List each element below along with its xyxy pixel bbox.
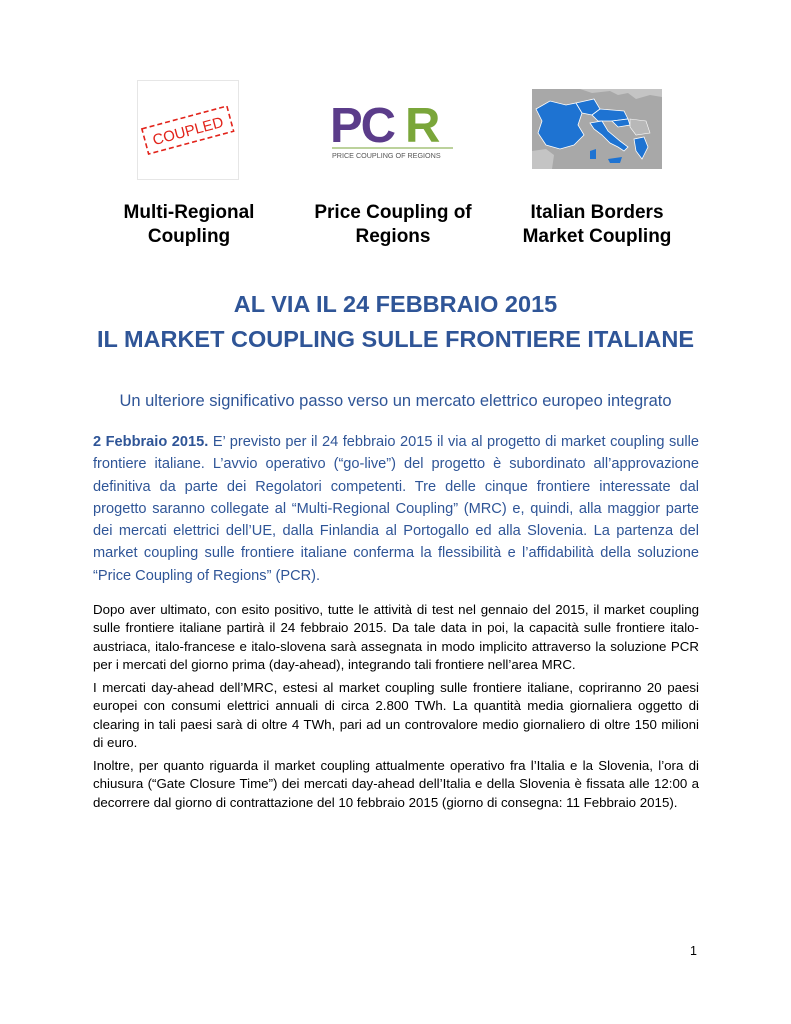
caption-line: Market Coupling (522, 226, 672, 247)
mrc-coupled-logo (137, 80, 239, 180)
caption-price-coupling-of-regions (298, 201, 488, 249)
caption-multi-regional-coupling (94, 201, 284, 249)
pcr-logo (330, 100, 455, 162)
intro-paragraph (93, 431, 699, 587)
page-number: 1 (690, 944, 697, 958)
headline-line-1: AL VIA IL 24 FEBBRAIO 2015 (233, 291, 558, 317)
caption-line: Price Coupling of (314, 202, 472, 223)
logo-row (0, 78, 791, 178)
subtitle: Un ulteriore significativo passo verso un mercato elettrico europeo integrato (119, 392, 672, 410)
caption-line: Italian Borders (530, 202, 664, 223)
coupled-stamp-text: COUPLED (150, 113, 226, 150)
pcr-tagline: PRICE COUPLING OF REGIONS (332, 151, 441, 160)
europe-map-icon (532, 89, 662, 169)
caption-italian-borders-market-coupling (502, 201, 692, 249)
caption-line: Multi-Regional (123, 202, 255, 223)
caption-line: Regions (355, 226, 431, 247)
body-paragraph: Inoltre, per quanto riguarda il market coupling attualmente operativo fra l’Italia e la Slovenia, l’ora di chiusura (“Gate Closure Time”) dei mercati day-ahead dell’Italia e della Slovenia è fissata alle 12:00 a decorrere dal giorno di contrattazione del 10 febbraio 2015 (giorno di consegna: 11 Febbraio 2015). (93, 758, 699, 810)
body-paragraph: Dopo aver ultimato, con esito positivo, tutte le attività di test nel gennaio del 2015, il market coupling sulle frontiere italiane partirà il 24 febbraio 2015. Da tale data in poi, la capacità sulle frontiere italo-austriaca, italo-francese e italo-slovena sarà assegnata in modo implicito attraverso la soluzione PCR per i mercati del giorno prima (day-ahead), integrando tali frontiere nell’area MRC. (93, 602, 699, 672)
body-paragraph: I mercati day-ahead dell’MRC, estesi al market coupling sulle frontiere italiane, copriranno 20 paesi europei con consumi elettrici annuali di circa 2.800 TWh. La quantità media giornaliera oggetto di clearing in tali paesi sarà di oltre 4 TWh, pari ad un controvalore medio giornaliero di oltre 150 milioni di euro. (93, 680, 699, 750)
intro-date: 2 Febbraio 2015. (93, 434, 209, 450)
headline-line-2: IL MARKET COUPLING SULLE FRONTIERE ITALIANE (96, 326, 695, 352)
svg-text:PC: PC (330, 100, 395, 153)
caption-line: Coupling (147, 226, 231, 247)
intro-text: E’ previsto per il 24 febbraio 2015 il via al progetto di market coupling sulle frontiere italiane. L’avvio operativo (“go-live”) del progetto è subordinato all’approvazione definitiva da parte dei Regolatori competenti. Tre delle cinque frontiere interessate dal progetto saranno collegate al “Multi-Regional Coupling” (MRC) e, quindi, alla maggior parte dei mercati elettrici dell’UE, dalla Finlandia al Portogallo ed alla Slovenia. La partenza del market coupling sulle frontiere italiane conferma la flessibilità e l’affidabilità della soluzione “Price Coupling of Regions” (PCR). (93, 434, 699, 584)
svg-text:R: R (405, 100, 441, 153)
